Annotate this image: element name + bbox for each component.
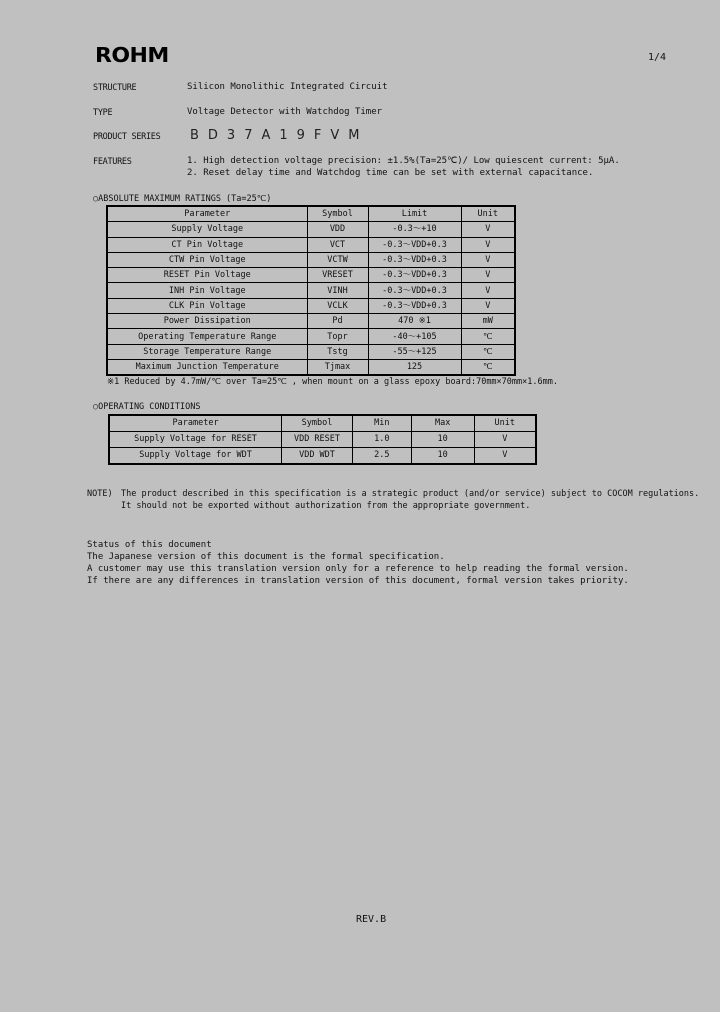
table-row (107, 283, 515, 298)
revision-label: REV.B (356, 914, 387, 925)
note-line: It should not be exported without authorization from the appropriate government. (121, 501, 531, 511)
limit-cell: -0.3～VDD+0.3 (368, 283, 461, 298)
symbol-cell: VCLK (307, 298, 368, 313)
parameter-cell: CT Pin Voltage (107, 237, 307, 252)
unit-cell: ℃ (461, 344, 515, 359)
symbol-cell: Tstg (307, 344, 368, 359)
parameter-cell: Power Dissipation (107, 314, 307, 329)
limit-cell: -0.3～VDD+0.3 (368, 237, 461, 252)
structure-value: Silicon Monolithic Integrated Circuit (187, 82, 388, 92)
table-row (107, 222, 515, 237)
parameter-cell: Supply Voltage for WDT (109, 448, 282, 465)
parameter-cell: Operating Temperature Range (107, 329, 307, 344)
status-line: A customer may use this translation version only for a reference to help reading the formal version. (87, 564, 629, 574)
symbol-cell: VCT (307, 237, 368, 252)
parameter-cell: Storage Temperature Range (107, 344, 307, 359)
unit-cell: V (461, 237, 515, 252)
symbol-cell: VDD (307, 222, 368, 237)
operating-conditions-table (108, 414, 537, 465)
table-header-row (109, 415, 536, 432)
table-row (107, 314, 515, 329)
limit-cell: -40～+105 (368, 329, 461, 344)
table-row (107, 359, 515, 375)
column-header: Symbol (282, 415, 353, 432)
min-cell: 2.5 (352, 448, 411, 465)
limit-cell: -0.3～VDD+0.3 (368, 268, 461, 283)
status-line: The Japanese version of this document is the formal specification. (87, 552, 445, 562)
rohm-logo: ROHM (95, 43, 169, 67)
unit-cell: ℃ (461, 329, 515, 344)
parameter-cell: Supply Voltage (107, 222, 307, 237)
unit-cell: V (461, 283, 515, 298)
symbol-cell: VINH (307, 283, 368, 298)
parameter-cell: Maximum Junction Temperature (107, 359, 307, 375)
table-row (109, 448, 536, 465)
table-row (107, 268, 515, 283)
symbol-cell: VDD RESET (282, 432, 353, 448)
column-header: Parameter (109, 415, 282, 432)
unit-cell: V (461, 252, 515, 267)
symbol-cell: Pd (307, 314, 368, 329)
unit-cell: V (461, 298, 515, 313)
table-row (107, 252, 515, 267)
limit-cell: -0.3～+10 (368, 222, 461, 237)
column-header: Parameter (107, 206, 307, 222)
power-dissipation-footnote: ※1 Reduced by 4.7mW/℃ over Ta=25℃ , when mount on a glass epoxy board:70mm×70mm×1.6mm. (107, 377, 558, 387)
note-label: NOTE) (87, 489, 113, 499)
column-header: Min (352, 415, 411, 432)
parameter-cell: CTW Pin Voltage (107, 252, 307, 267)
parameter-cell: INH Pin Voltage (107, 283, 307, 298)
unit-cell: ℃ (461, 359, 515, 375)
structure-label: STRUCTURE (93, 83, 137, 93)
parameter-cell: CLK Pin Voltage (107, 298, 307, 313)
limit-cell: 125 (368, 359, 461, 375)
unit-cell: V (474, 432, 536, 448)
table-header-row (107, 206, 515, 222)
limit-cell: -0.3～VDD+0.3 (368, 252, 461, 267)
page-number: 1/4 (648, 52, 667, 63)
product-series-value: BD37A19FVM (190, 128, 369, 143)
column-header: Unit (461, 206, 515, 222)
symbol-cell: VRESET (307, 268, 368, 283)
table-row (107, 237, 515, 252)
column-header: Max (411, 415, 474, 432)
table-row (107, 344, 515, 359)
feature-item: 1. High detection voltage precision: ±1.5%(Ta=25℃)/ Low quiescent current: 5μA. (187, 156, 620, 166)
type-value: Voltage Detector with Watchdog Timer (187, 107, 383, 117)
parameter-cell: Supply Voltage for RESET (109, 432, 282, 448)
limit-cell: 470 ※1 (368, 314, 461, 329)
unit-cell: V (461, 222, 515, 237)
absolute-max-ratings-title: ○ABSOLUTE MAXIMUM RATINGS (Ta=25℃) (93, 194, 272, 204)
unit-cell: V (474, 448, 536, 465)
max-cell: 10 (411, 432, 474, 448)
features-label: FEATURES (93, 157, 132, 167)
table-row (109, 432, 536, 448)
column-header: Unit (474, 415, 536, 432)
feature-item: 2. Reset delay time and Watchdog time can be set with external capacitance. (187, 168, 594, 178)
parameter-cell: RESET Pin Voltage (107, 268, 307, 283)
unit-cell: V (461, 268, 515, 283)
column-header: Limit (368, 206, 461, 222)
note-line: The product described in this specification is a strategic product (and/or service) subject to COCOM regulations. (121, 489, 700, 499)
absolute-max-ratings-table (106, 205, 516, 376)
status-heading: Status of this document (87, 540, 212, 550)
status-line: If there are any differences in translation version of this document, formal version takes priority. (87, 576, 629, 586)
min-cell: 1.0 (352, 432, 411, 448)
operating-conditions-title: ○OPERATING CONDITIONS (93, 402, 201, 412)
product-series-label: PRODUCT SERIES (93, 132, 161, 142)
symbol-cell: VDD WDT (282, 448, 353, 465)
symbol-cell: Topr (307, 329, 368, 344)
symbol-cell: Tjmax (307, 359, 368, 375)
table-row (107, 298, 515, 313)
type-label: TYPE (93, 108, 113, 118)
max-cell: 10 (411, 448, 474, 465)
symbol-cell: VCTW (307, 252, 368, 267)
column-header: Symbol (307, 206, 368, 222)
limit-cell: -55～+125 (368, 344, 461, 359)
limit-cell: -0.3～VDD+0.3 (368, 298, 461, 313)
table-row (107, 329, 515, 344)
unit-cell: mW (461, 314, 515, 329)
